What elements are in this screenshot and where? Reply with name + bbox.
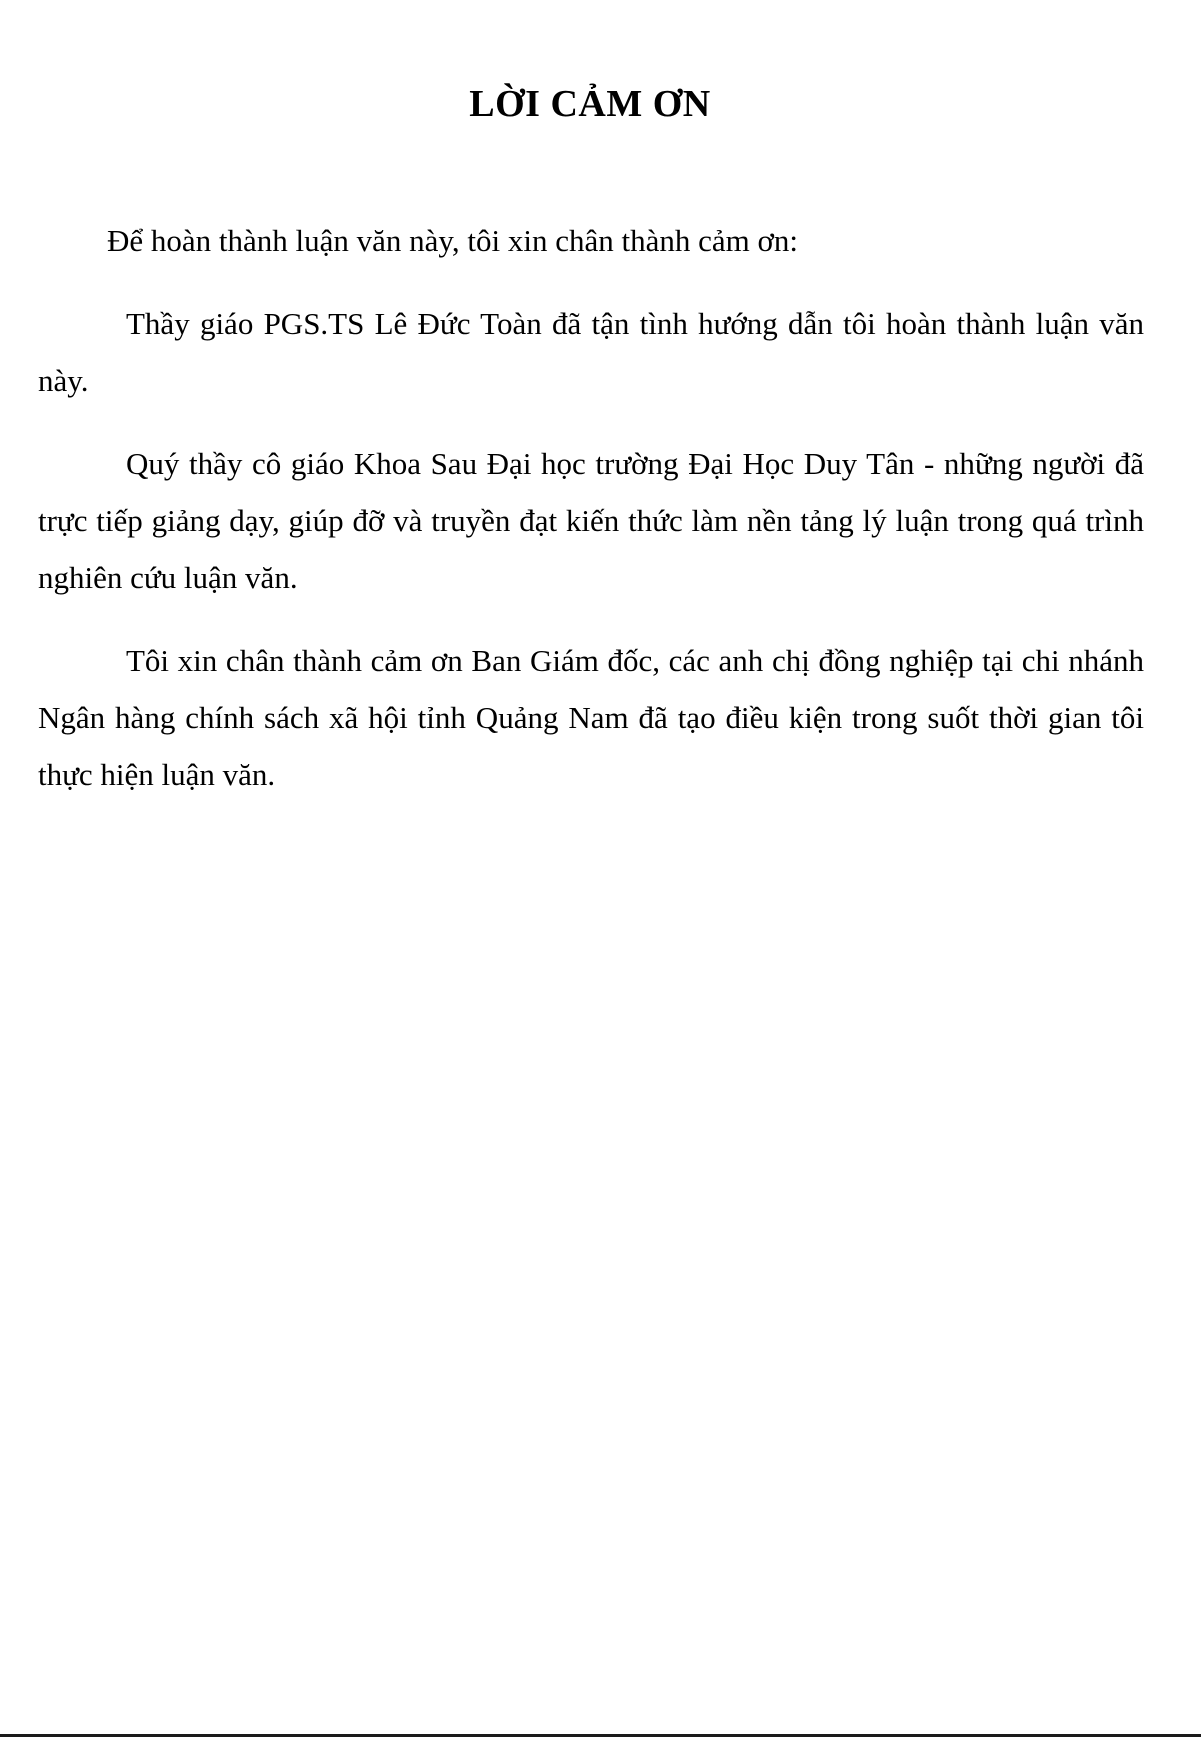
paragraph-colleagues: Tôi xin chân thành cảm ơn Ban Giám đốc, các anh chị đồng nghiệp tại chi nhánh Ngân hàng chính sách xã hội tỉnh Quảng Nam đã tạo điều kiện trong suốt thời gian tôi thực hiện luận văn. <box>38 643 1144 792</box>
paragraph-faculty: Quý thầy cô giáo Khoa Sau Đại học trường Đại Học Duy Tân - những người đã trực tiếp giảng dạy, giúp đỡ và truyền đạt kiến thức làm nền tảng lý luận trong quá trình nghiên cứu luận văn. <box>38 446 1144 595</box>
acknowledgement-body <box>38 212 1144 803</box>
paragraph-supervisor: Thầy giáo PGS.TS Lê Đức Toàn đã tận tình hướng dẫn tôi hoàn thành luận văn này. <box>38 306 1144 398</box>
page-title: LỜI CẢM ƠN <box>469 83 711 125</box>
paragraph-intro: Để hoàn thành luận văn này, tôi xin chân thành cảm ơn: <box>107 223 799 258</box>
